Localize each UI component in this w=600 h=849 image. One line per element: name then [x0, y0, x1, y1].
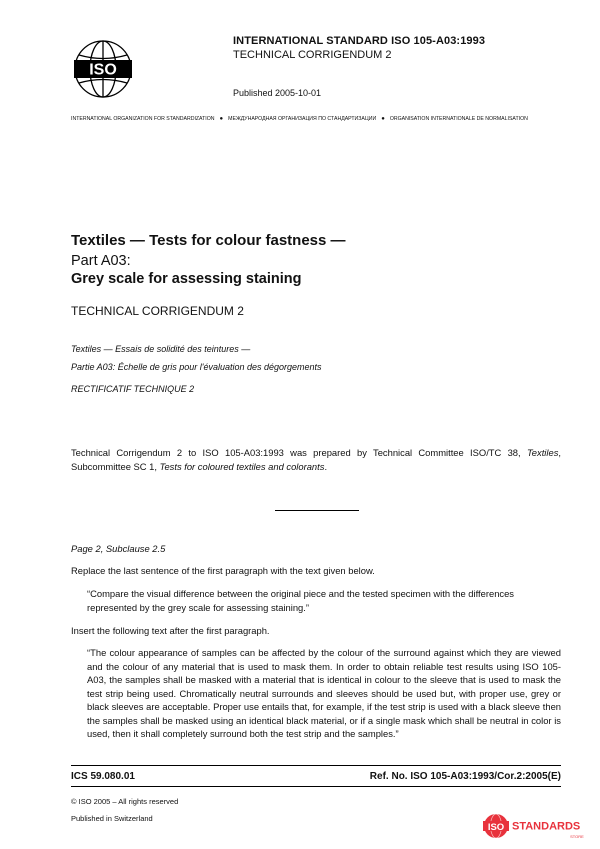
replacement-quote: “Compare the visual difference between the original piece and the tested specimen with the differences represented by the grey scale for assessing staining.” — [87, 588, 514, 613]
footer-rule-bottom — [71, 786, 561, 787]
footer-rule-top — [71, 765, 561, 766]
copyright-notice: © ISO 2005 – All rights reserved — [71, 797, 179, 806]
org-name-ru: МЕЖДУНАРОДНАЯ ОРГАНИЗАЦИЯ ПО СТАНДАРТИЗАЦИИ — [228, 116, 377, 122]
store-iso-text: ISO — [487, 822, 505, 833]
intro-text: , Subcommittee SC 1, — [71, 447, 561, 472]
organization-line — [71, 116, 529, 122]
document-title: Textiles — Tests for colour fastness — — [71, 232, 346, 249]
french-title-line1: Textiles — Essais de solidité des teintures — — [71, 344, 251, 354]
ics-code: ICS 59.080.01 — [71, 771, 135, 782]
bullet-separator: ● — [381, 116, 385, 122]
org-name-en: INTERNATIONAL ORGANIZATION FOR STANDARDIZATION — [71, 116, 215, 122]
part-label: Part A03: — [71, 253, 131, 269]
clause-reference: Page 2, Subclause 2.5 — [71, 543, 166, 554]
reference-number: Ref. No. ISO 105-A03:1993/Cor.2:2005(E) — [369, 771, 561, 782]
french-title-line2: Partie A03: Échelle de gris pour l'évaluation des dégorgements — [71, 362, 322, 372]
store-sub-text: STORE — [570, 834, 584, 839]
iso-logo-text: ISO — [89, 61, 117, 79]
iso-logo — [72, 38, 134, 100]
org-name-fr: ORGANISATION INTERNATIONALE DE NORMALISATION — [389, 116, 528, 122]
inserted-quote: “The colour appearance of samples can be affected by the colour of the surround against which they are viewed and the colour of any material that is used to mask them. In order to obtain reliable test results using ISO 105-A03, the samples shall be masked with a material that is identical in colour to the sleeve that is used to mask the test strip being used. Chromatically neutral surrounds and sleeves should be used but, with proper use, grey or black sleeves are acceptable. Proper use entails that, for example, if the test strip is used with a black sleeve then the samples shall be masked using an identical black material, or if a single mask which shall be neutral in color is used, then it shall completely surround both the test strip and the samples.” — [87, 647, 561, 739]
french-corrigendum: RECTIFICATIF TECHNIQUE 2 — [71, 384, 195, 394]
published-in: Published in Switzerland — [71, 814, 153, 823]
technical-corrigendum-heading: TECHNICAL CORRIGENDUM 2 — [71, 304, 244, 318]
iso-standards-store-logo — [482, 812, 592, 842]
document-subtitle: Grey scale for assessing staining — [71, 271, 302, 287]
published-date: Published 2005-10-01 — [233, 88, 322, 98]
store-standards-text: STANDARDS — [512, 820, 581, 833]
intro-text: . — [324, 461, 328, 472]
bullet-separator: ● — [219, 116, 224, 122]
intro-committee-name: Textiles — [526, 447, 559, 458]
separator-rule — [275, 510, 359, 511]
standard-title: INTERNATIONAL STANDARD ISO 105-A03:1993 — [233, 35, 486, 47]
instruction-paragraph-2: Insert the following text after the first paragraph. — [71, 625, 270, 636]
intro-subcommittee-name: Tests for coloured textiles and colorants — [159, 461, 325, 472]
intro-paragraph — [71, 446, 561, 474]
corrigendum-label: TECHNICAL CORRIGENDUM 2 — [233, 49, 392, 61]
intro-text: Technical Corrigendum 2 to ISO 105-A03:1993 was prepared by Technical Committee ISO/TC 38, — [71, 447, 527, 458]
instruction-paragraph-1: Replace the last sentence of the first paragraph with the text given below. — [71, 565, 375, 576]
